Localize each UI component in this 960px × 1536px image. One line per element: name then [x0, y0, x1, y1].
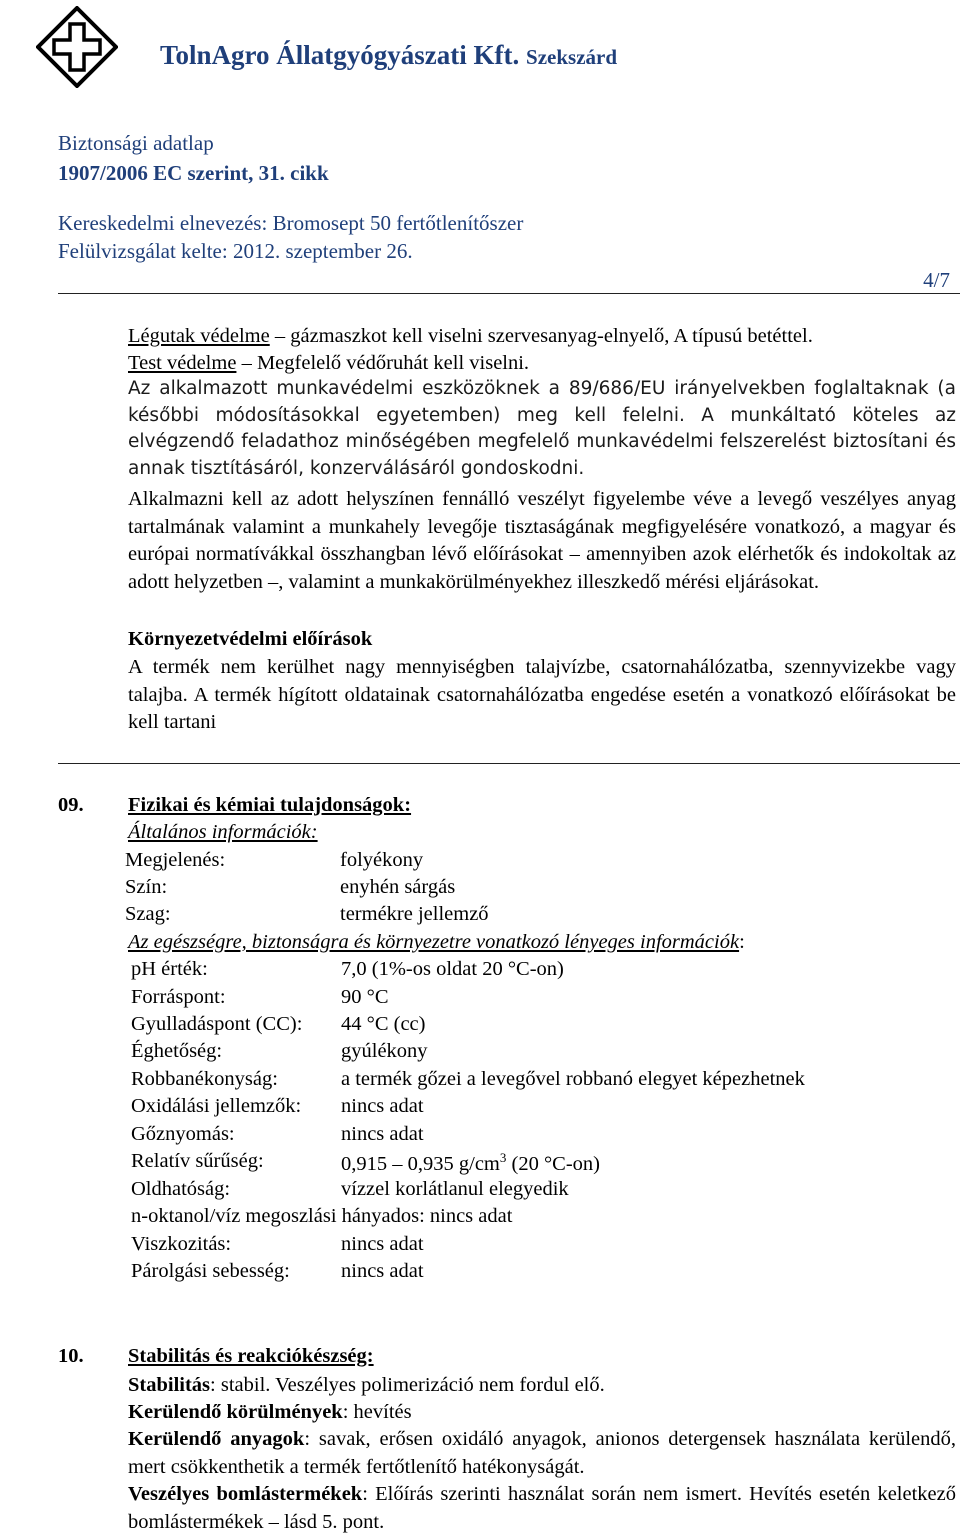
stability-text: Stabilitás: stabil. Veszélyes polimerizáció nem fordul elő.	[128, 1374, 605, 1396]
regulation-reference: 1907/2006 EC szerint, 31. cikk	[58, 161, 329, 185]
page-number: 4/7	[923, 268, 950, 292]
header-divider	[58, 293, 960, 294]
section9-title: Fizikai és kémiai tulajdonságok:	[128, 794, 412, 816]
body-protection-text: – Megfelelő védőruhát kell viselni.	[236, 351, 530, 374]
company-name: TolnAgro Állatgyógyászati Kft. Szekszárd	[160, 40, 618, 70]
section9-number: 09.	[58, 794, 84, 816]
company-city: Szekszárd	[526, 45, 618, 69]
environmental-text: A termék nem kerülhet nagy mennyiségben talajvízbe, csatornahálózatba, szennyvizekbe vagy talajba. A termék hígított oldatainak csatornahálózatba engedése esetén a vonatkozó előírásokat be kell tartani	[128, 656, 956, 733]
avoid-materials-text: Kerülendő anyagok: savak, erősen oxidáló anyagok, anionos detergensek használata kerülendő, mert csökkenthetik a termék fertőtlenítő hatékonyságát.	[128, 1428, 956, 1478]
decomposition-text: Veszélyes bomlástermékek: Előírás szerinti használat során nem ismert. Hevítés esetén keletkező bomlástermékek – lásd 5. pont.	[128, 1483, 956, 1533]
document-title: Biztonsági adatlap	[58, 131, 214, 155]
respiratory-label: Légutak védelme	[128, 325, 270, 347]
body-protection-label: Test védelme	[128, 351, 237, 374]
section10-number: 10.	[58, 1345, 84, 1367]
health-info-heading: Az egészségre, biztonságra és környezetre vonatkozó lényeges információk:	[128, 931, 745, 953]
ppe-paragraph: Az alkalmazott munkavédelmi eszközöknek a 89/686/EU irányelvekben foglaltaknak (a későbbi módosításokkal egyetemben) meg kell felelni. A munkáltató köteles az elvégzendő feladathoz minőségében megfelelő munkavédelmi felszerelést biztosítani és annak tisztításáról, konzerválásáról gondoskodni.	[128, 378, 956, 479]
general-info-heading: Általános információk:	[128, 821, 318, 843]
monitoring-paragraph: Alkalmazni kell az adott helyszínen fennálló veszélyt figyelembe véve a levegő veszélyes anyag tartalmának valamint a munkahely levegője tisztaságának megfigyelésére vonatkozó, a magyar és európai normatívákkal összhangban lévő előírásokat – amennyiben azok elérhetők és indokoltak az adott helyzetben –, valamint a munkakörülményekhez illeszkedő mérési eljárásokat.	[128, 488, 956, 593]
section10-title: Stabilitás és reakciókészség:	[128, 1345, 374, 1367]
avoid-conditions-text: Kerülendő körülmények: hevítés	[128, 1401, 412, 1423]
respiratory-text: – gázmaszkot kell viselni szervesanyag-elnyelő, A típusú betéttel.	[269, 325, 813, 347]
trade-name: Kereskedelmi elnevezés: Bromosept 50 fertőtlenítőszer	[58, 211, 524, 235]
environmental-heading: Környezetvédelmi előírások	[128, 628, 373, 650]
section-divider	[58, 763, 960, 764]
section8-protection	[128, 323, 956, 376]
company-logo-cross-icon	[36, 6, 118, 88]
revision-date: Felülvizsgálat kelte: 2012. szeptember 26.	[58, 239, 413, 263]
